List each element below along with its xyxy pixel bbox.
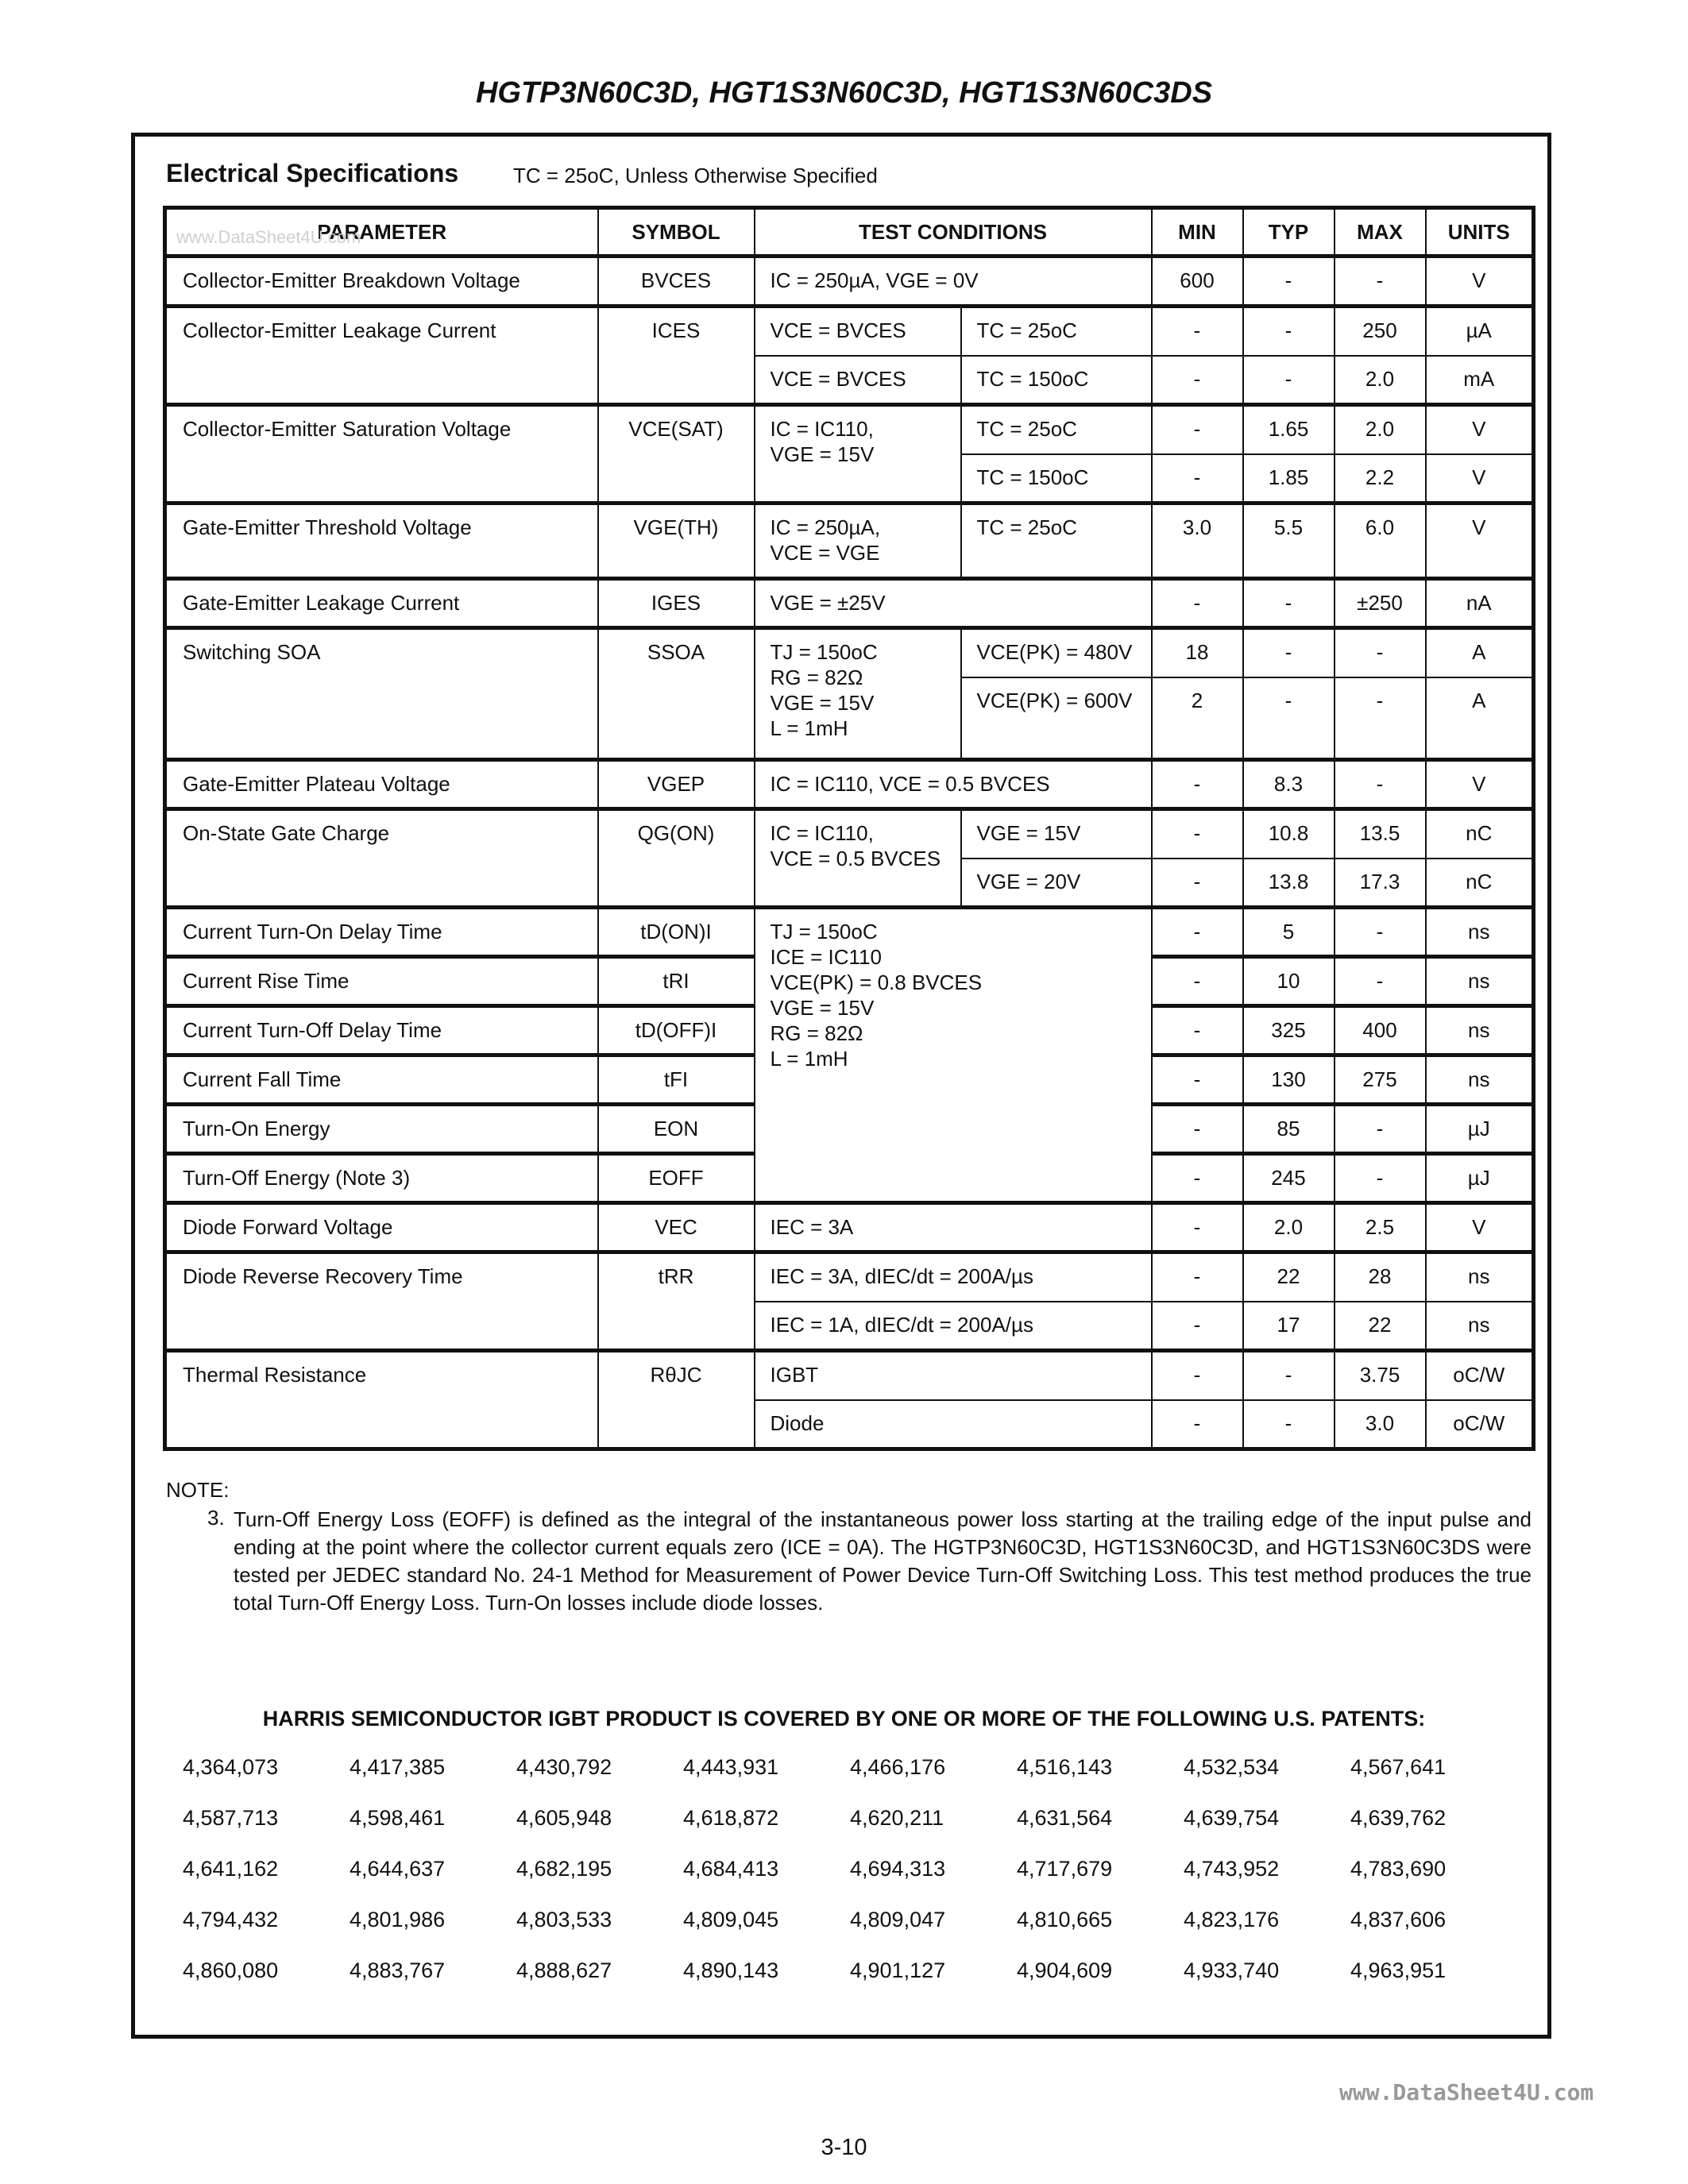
condition-cell: IEC = 3A, dIEC/dt = 200A/µs xyxy=(755,1252,1152,1302)
condition-cell: IC = 250µA, VGE = 0V xyxy=(755,257,1152,307)
typ-cell: 5.5 xyxy=(1243,504,1335,579)
parameter-cell: Turn-Off Energy (Note 3) xyxy=(165,1154,598,1203)
table-row xyxy=(165,504,1534,579)
parameter-cell: Collector-Emitter Breakdown Voltage xyxy=(165,257,598,307)
symbol-cell: SSOA xyxy=(598,628,755,760)
typ-cell: - xyxy=(1243,356,1335,405)
min-cell: 18 xyxy=(1152,628,1243,677)
typ-cell: - xyxy=(1243,307,1335,356)
min-cell: - xyxy=(1152,307,1243,356)
patents-heading: HARRIS SEMICONDUCTOR IGBT PRODUCT IS COVERED BY ONE OR MORE OF THE FOLLOWING U.S. PATENTS: xyxy=(262,1707,1426,1731)
column-header: MAX xyxy=(1335,208,1426,257)
patent-number: 4,684,413 xyxy=(683,1857,779,1881)
table-row xyxy=(165,1351,1534,1400)
patent-number: 4,516,143 xyxy=(1017,1755,1113,1779)
min-cell: - xyxy=(1152,1302,1243,1351)
condition-cell: TC = 25oC xyxy=(961,307,1152,356)
min-cell: 2 xyxy=(1152,677,1243,760)
parameter-cell: Current Turn-Off Delay Time xyxy=(165,1006,598,1055)
min-cell: - xyxy=(1152,908,1243,957)
max-cell: 3.0 xyxy=(1335,1400,1426,1449)
units-cell: mA xyxy=(1426,356,1534,405)
patent-number: 4,717,679 xyxy=(1017,1857,1113,1881)
condition-cell: VCE = BVCES xyxy=(755,307,961,356)
note-number: 3. xyxy=(207,1506,225,1530)
condition-cell: TJ = 150oC ICE = IC110 VCE(PK) = 0.8 BVCES VGE = 15V RG = 82Ω L = 1mH xyxy=(755,908,1152,1203)
table-row xyxy=(165,579,1534,628)
typ-cell: 8.3 xyxy=(1243,760,1335,809)
patent-number: 4,682,195 xyxy=(516,1857,612,1881)
typ-cell: 2.0 xyxy=(1243,1203,1335,1252)
table-row xyxy=(165,1203,1534,1252)
min-cell: - xyxy=(1152,1154,1243,1203)
table-row xyxy=(165,809,1534,859)
patents-grid xyxy=(183,1755,1517,1983)
max-cell: 250 xyxy=(1335,307,1426,356)
max-cell: 17.3 xyxy=(1335,859,1426,908)
parameter-cell: Current Turn-On Delay Time xyxy=(165,908,598,957)
condition-cell: TC = 25oC xyxy=(961,405,1152,454)
patent-number: 4,933,740 xyxy=(1184,1958,1280,1982)
units-cell: V xyxy=(1426,1203,1534,1252)
max-cell: - xyxy=(1335,908,1426,957)
patent-number: 4,641,162 xyxy=(183,1857,279,1881)
typ-cell: 325 xyxy=(1243,1006,1335,1055)
patent-number: 4,598,461 xyxy=(350,1806,446,1830)
note-text: Turn-Off Energy Loss (EOFF) is defined as the integral of the instantaneous power loss starting at the trailing edge of the input pulse and ending at the point where the collector current equals zero (ICE = 0A). The HGTP3N60C3D, HGT1S3N60C3D, and HGT1S3N60C3DS were tested per JEDEC standard No. 24-1 Method for Measurement of Power Device Turn-Off Switching Loss. This test method produces the true total Turn-Off Energy Loss. Turn-On losses include diode losses. xyxy=(234,1507,1532,1615)
max-cell: 28 xyxy=(1335,1252,1426,1302)
max-cell: ±250 xyxy=(1335,579,1426,628)
typ-cell: 13.8 xyxy=(1243,859,1335,908)
symbol-cell: tD(ON)I xyxy=(598,908,755,957)
units-cell: ns xyxy=(1426,908,1534,957)
min-cell: - xyxy=(1152,1252,1243,1302)
patent-number: 4,890,143 xyxy=(683,1958,779,1982)
parameter-cell: On-State Gate Charge xyxy=(165,809,598,908)
patent-number: 4,639,762 xyxy=(1350,1806,1447,1830)
typ-cell: 5 xyxy=(1243,908,1335,957)
table-row xyxy=(165,908,1534,957)
symbol-cell: IGES xyxy=(598,579,755,628)
column-header: UNITS xyxy=(1426,208,1534,257)
watermark-top: www.DataSheet4U.com xyxy=(176,227,361,247)
typ-cell: - xyxy=(1243,677,1335,760)
min-cell: - xyxy=(1152,809,1243,859)
condition-cell: IGBT xyxy=(755,1351,1152,1400)
column-header: TYP xyxy=(1243,208,1335,257)
units-cell: µJ xyxy=(1426,1105,1534,1154)
condition-cell: IC = IC110, VGE = 15V xyxy=(755,405,961,504)
max-cell: 13.5 xyxy=(1335,809,1426,859)
typ-cell: 17 xyxy=(1243,1302,1335,1351)
patent-number: 4,904,609 xyxy=(1017,1958,1113,1982)
parameter-cell: Diode Reverse Recovery Time xyxy=(165,1252,598,1351)
parameter-cell: Turn-On Energy xyxy=(165,1105,598,1154)
condition-cell: VGE = 15V xyxy=(961,809,1152,859)
max-cell: - xyxy=(1335,628,1426,677)
patent-number: 4,443,931 xyxy=(683,1755,779,1779)
patent-number: 4,860,080 xyxy=(183,1958,279,1982)
units-cell: nA xyxy=(1426,579,1534,628)
column-header: TEST CONDITIONS xyxy=(755,208,1152,257)
units-cell: µA xyxy=(1426,307,1534,356)
column-header: SYMBOL xyxy=(598,208,755,257)
condition-cell: IEC = 1A, dIEC/dt = 200A/µs xyxy=(755,1302,1152,1351)
patent-number: 4,605,948 xyxy=(516,1806,612,1830)
patent-number: 4,466,176 xyxy=(850,1755,946,1779)
typ-cell: - xyxy=(1243,628,1335,677)
symbol-cell: QG(ON) xyxy=(598,809,755,908)
min-cell: - xyxy=(1152,454,1243,504)
patent-number: 4,618,872 xyxy=(683,1806,779,1830)
typ-cell: 130 xyxy=(1243,1055,1335,1105)
patent-number: 4,883,767 xyxy=(350,1958,446,1982)
parameter-cell: Thermal Resistance xyxy=(165,1351,598,1449)
patent-number: 4,430,792 xyxy=(516,1755,612,1779)
table-header-row xyxy=(165,208,1534,257)
condition-cell: VCE(PK) = 600V xyxy=(961,677,1152,760)
typ-cell: - xyxy=(1243,1400,1335,1449)
units-cell: A xyxy=(1426,628,1534,677)
patent-number: 4,901,127 xyxy=(850,1958,946,1982)
min-cell: - xyxy=(1152,405,1243,454)
condition-cell: VCE(PK) = 480V xyxy=(961,628,1152,677)
patent-number: 4,694,313 xyxy=(850,1857,946,1881)
typ-cell: - xyxy=(1243,1351,1335,1400)
patent-number: 4,417,385 xyxy=(350,1755,446,1779)
max-cell: - xyxy=(1335,760,1426,809)
max-cell: 2.0 xyxy=(1335,356,1426,405)
typ-cell: 1.85 xyxy=(1243,454,1335,504)
units-cell: V xyxy=(1426,504,1534,579)
min-cell: - xyxy=(1152,1351,1243,1400)
min-cell: - xyxy=(1152,957,1243,1006)
max-cell: 400 xyxy=(1335,1006,1426,1055)
column-header: PARAMETER xyxy=(165,208,598,257)
parameter-cell: Current Rise Time xyxy=(165,957,598,1006)
min-cell: - xyxy=(1152,1203,1243,1252)
symbol-cell: VCE(SAT) xyxy=(598,405,755,504)
symbol-cell: EOFF xyxy=(598,1154,755,1203)
patent-number: 4,837,606 xyxy=(1350,1908,1447,1931)
min-cell: 600 xyxy=(1152,257,1243,307)
units-cell: V xyxy=(1426,760,1534,809)
page-number: 3-10 xyxy=(821,2135,867,2160)
min-cell: - xyxy=(1152,356,1243,405)
units-cell: V xyxy=(1426,405,1534,454)
table-row xyxy=(165,405,1534,454)
patent-number: 4,567,641 xyxy=(1350,1755,1447,1779)
symbol-cell: VGE(TH) xyxy=(598,504,755,579)
units-cell: nC xyxy=(1426,809,1534,859)
typ-cell: 10 xyxy=(1243,957,1335,1006)
max-cell: 2.0 xyxy=(1335,405,1426,454)
typ-cell: - xyxy=(1243,579,1335,628)
units-cell: ns xyxy=(1426,957,1534,1006)
units-cell: ns xyxy=(1426,1252,1534,1302)
typ-cell: 10.8 xyxy=(1243,809,1335,859)
symbol-cell: tRR xyxy=(598,1252,755,1351)
typ-cell: 22 xyxy=(1243,1252,1335,1302)
min-cell: - xyxy=(1152,579,1243,628)
units-cell: nC xyxy=(1426,859,1534,908)
symbol-cell: tD(OFF)I xyxy=(598,1006,755,1055)
min-cell: - xyxy=(1152,1400,1243,1449)
patent-number: 4,620,211 xyxy=(850,1806,944,1830)
max-cell: - xyxy=(1335,957,1426,1006)
patent-number: 4,963,951 xyxy=(1350,1958,1447,1982)
parameter-cell: Diode Forward Voltage xyxy=(165,1203,598,1252)
condition-cell: TC = 150oC xyxy=(961,356,1152,405)
parameter-cell: Switching SOA xyxy=(165,628,598,760)
condition-cell: TC = 150oC xyxy=(961,454,1152,504)
condition-cell: IC = 250µA, VCE = VGE xyxy=(755,504,961,579)
note-label: NOTE: xyxy=(166,1478,230,1502)
parameter-cell: Gate-Emitter Threshold Voltage xyxy=(165,504,598,579)
parameter-cell: Collector-Emitter Saturation Voltage xyxy=(165,405,598,504)
units-cell: A xyxy=(1426,677,1534,760)
patent-number: 4,783,690 xyxy=(1350,1857,1447,1881)
symbol-cell: tFI xyxy=(598,1055,755,1105)
max-cell: 2.5 xyxy=(1335,1203,1426,1252)
patent-number: 4,587,713 xyxy=(183,1806,279,1830)
electrical-spec-table xyxy=(163,206,1535,1451)
patent-number: 4,794,432 xyxy=(183,1908,279,1931)
max-cell: - xyxy=(1335,677,1426,760)
patent-number: 4,803,533 xyxy=(516,1908,612,1931)
symbol-cell: VGEP xyxy=(598,760,755,809)
max-cell: 2.2 xyxy=(1335,454,1426,504)
spec-conditions: TC = 25oC, Unless Otherwise Specified xyxy=(513,164,878,187)
parameter-cell: Current Fall Time xyxy=(165,1055,598,1105)
max-cell: - xyxy=(1335,257,1426,307)
typ-cell: 1.65 xyxy=(1243,405,1335,454)
watermark-bottom: www.DataSheet4U.com xyxy=(1339,2079,1594,2105)
min-cell: - xyxy=(1152,859,1243,908)
condition-cell: TJ = 150oC RG = 82Ω VGE = 15V L = 1mH xyxy=(755,628,961,760)
patent-number: 4,809,047 xyxy=(850,1908,946,1931)
patent-number: 4,888,627 xyxy=(516,1958,612,1982)
condition-cell: IEC = 3A xyxy=(755,1203,1152,1252)
column-header: MIN xyxy=(1152,208,1243,257)
condition-cell: IC = IC110, VCE = 0.5 BVCES xyxy=(755,809,961,908)
table-row xyxy=(165,1252,1534,1302)
max-cell: - xyxy=(1335,1105,1426,1154)
patent-number: 4,364,073 xyxy=(183,1755,279,1779)
patent-number: 4,809,045 xyxy=(683,1908,779,1931)
symbol-cell: tRI xyxy=(598,957,755,1006)
min-cell: - xyxy=(1152,1006,1243,1055)
parameter-cell: Gate-Emitter Leakage Current xyxy=(165,579,598,628)
symbol-cell: BVCES xyxy=(598,257,755,307)
max-cell: - xyxy=(1335,1154,1426,1203)
condition-cell: IC = IC110, VCE = 0.5 BVCES xyxy=(755,760,1152,809)
units-cell: oC/W xyxy=(1426,1400,1534,1449)
parameter-cell: Gate-Emitter Plateau Voltage xyxy=(165,760,598,809)
typ-cell: 85 xyxy=(1243,1105,1335,1154)
patent-number: 4,810,665 xyxy=(1017,1908,1113,1931)
patent-number: 4,823,176 xyxy=(1184,1908,1280,1931)
patent-number: 4,631,564 xyxy=(1017,1806,1113,1830)
max-cell: 275 xyxy=(1335,1055,1426,1105)
condition-cell: VGE = 20V xyxy=(961,859,1152,908)
patent-number: 4,639,754 xyxy=(1184,1806,1280,1830)
condition-cell: VGE = ±25V xyxy=(755,579,1152,628)
max-cell: 22 xyxy=(1335,1302,1426,1351)
spec-heading: Electrical Specifications xyxy=(166,159,459,187)
units-cell: ns xyxy=(1426,1055,1534,1105)
symbol-cell: RθJC xyxy=(598,1351,755,1449)
units-cell: ns xyxy=(1426,1302,1534,1351)
document-title: HGTP3N60C3D, HGT1S3N60C3D, HGT1S3N60C3DS xyxy=(475,76,1213,110)
min-cell: 3.0 xyxy=(1152,504,1243,579)
min-cell: - xyxy=(1152,760,1243,809)
units-cell: µJ xyxy=(1426,1154,1534,1203)
condition-cell: Diode xyxy=(755,1400,1152,1449)
units-cell: V xyxy=(1426,454,1534,504)
table-row xyxy=(165,307,1534,356)
patent-number: 4,743,952 xyxy=(1184,1857,1280,1881)
patent-number: 4,644,637 xyxy=(350,1857,446,1881)
patent-number: 4,532,534 xyxy=(1184,1755,1280,1779)
symbol-cell: EON xyxy=(598,1105,755,1154)
symbol-cell: VEC xyxy=(598,1203,755,1252)
min-cell: - xyxy=(1152,1105,1243,1154)
patent-number: 4,801,986 xyxy=(350,1908,446,1931)
parameter-cell: Collector-Emitter Leakage Current xyxy=(165,307,598,405)
units-cell: V xyxy=(1426,257,1534,307)
max-cell: 3.75 xyxy=(1335,1351,1426,1400)
condition-cell: VCE = BVCES xyxy=(755,356,961,405)
typ-cell: 245 xyxy=(1243,1154,1335,1203)
table-row xyxy=(165,257,1534,307)
min-cell: - xyxy=(1152,1055,1243,1105)
units-cell: oC/W xyxy=(1426,1351,1534,1400)
table-row xyxy=(165,760,1534,809)
condition-cell: TC = 25oC xyxy=(961,504,1152,579)
max-cell: 6.0 xyxy=(1335,504,1426,579)
typ-cell: - xyxy=(1243,257,1335,307)
units-cell: ns xyxy=(1426,1006,1534,1055)
table-row xyxy=(165,628,1534,677)
symbol-cell: ICES xyxy=(598,307,755,405)
